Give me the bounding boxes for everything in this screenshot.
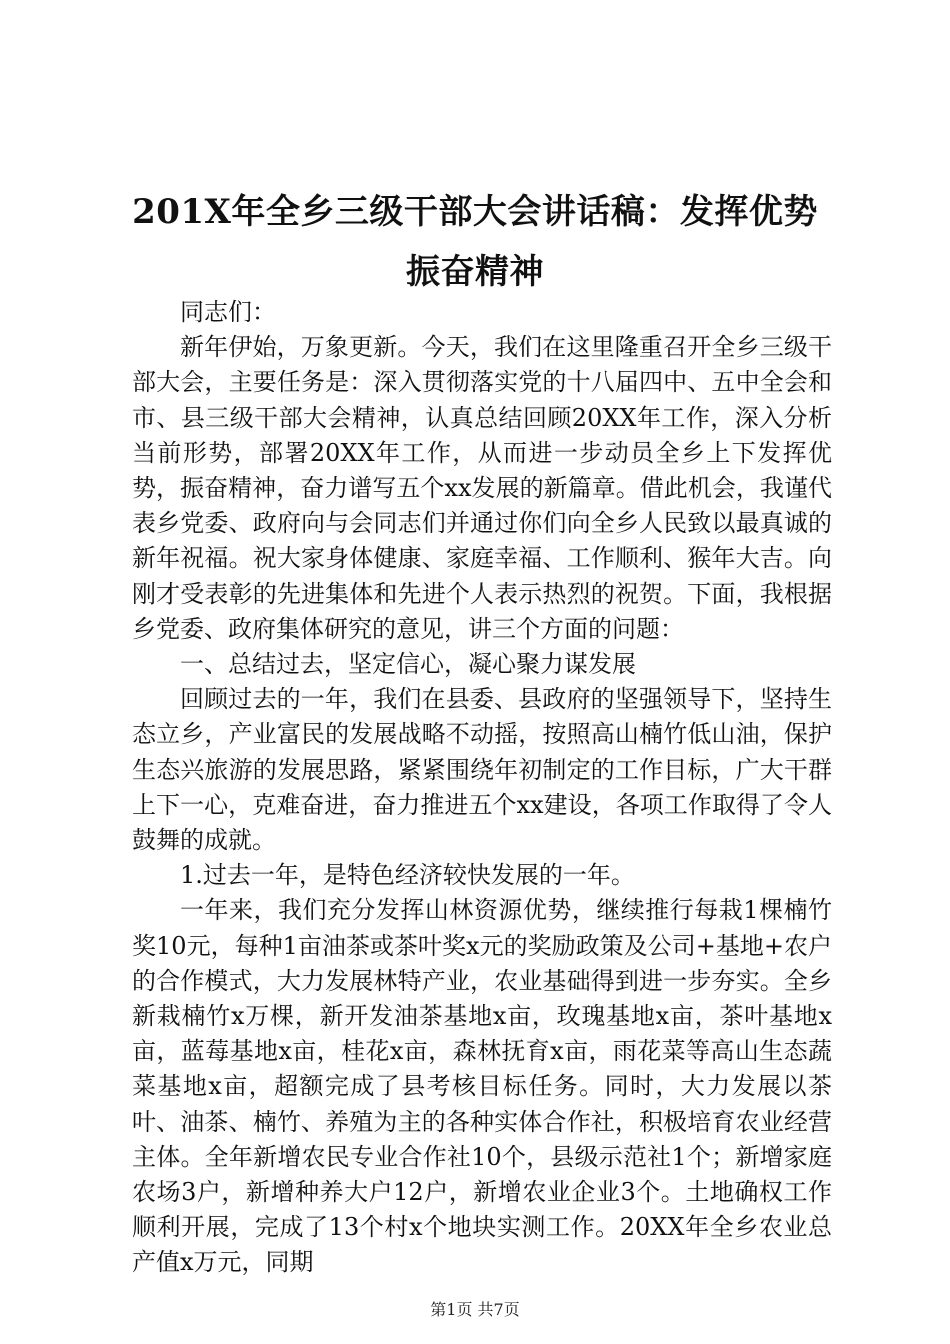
document-title-line-2: 振奋精神: [406, 252, 544, 292]
document-title-line-1: 201X年全乡三级干部大会讲话稿：发挥优势: [132, 192, 818, 232]
body-paragraph: 一年来，我们充分发挥山林资源优势，继续推行每栽1棵楠竹奖10元，每种1亩油茶或茶叶奖x元的奖励政策及公司+基地+农户的合作模式，大力发展林特产业，农业基础得到进一步夯实。全乡新栽楠竹x万棵，新开发油茶基地x亩，玫瑰基地x亩，茶叶基地x亩，蓝莓基地x亩，桂花x亩，森林抚育x亩，雨花菜等高山生态蔬菜基地x亩，超额完成了县考核目标任务。同时，大力发展以茶叶、油茶、楠竹、养殖为主的各种实体合作社，积极培育农业经营主体。全年新增农民专业合作社10个，县级示范社1个；新增家庭农场3户，新增种养大户12户，新增农业企业3个。土地确权工作顺利开展，完成了13个村x个地块实测工作。20XX年全乡农业总产值x万元，同期: [132, 896, 832, 1277]
document-body: [132, 295, 832, 1281]
section-heading: 一、总结过去，坚定信心，凝心聚力谋发展: [180, 650, 636, 679]
salutation: 同志们：: [180, 298, 276, 326]
page-footer: 第1页 共7页: [430, 1300, 520, 1319]
subsection-heading: 1.过去一年，是特色经济较快发展的一年。: [180, 861, 635, 890]
body-paragraph: 新年伊始，万象更新。今天，我们在这里隆重召开全乡三级干部大会，主要任务是：深入贯彻落实党的十八届四中、五中全会和市、县三级干部大会精神，认真总结回顾20XX年工作，深入分析当前形势，部署20XX年工作，从而进一步动员全乡上下发挥优势，振奋精神，奋力谱写五个xx发展的新篇章。借此机会，我谨代表乡党委、政府向与会同志们并通过你们向全乡人民致以最真诚的新年祝福。祝大家身体健康、家庭幸福、工作顺利、猴年大吉。向刚才受表彰的先进集体和先进个人表示热烈的祝贺。下面，我根据乡党委、政府集体研究的意见，讲三个方面的问题：: [132, 333, 832, 643]
body-paragraph: 回顾过去的一年，我们在县委、县政府的坚强领导下，坚持生态立乡，产业富民的发展战略不动摇，按照高山楠竹低山油，保护生态兴旅游的发展思路，紧紧围绕年初制定的工作目标，广大干群上下一心，克难奋进，奋力推进五个xx建设，各项工作取得了令人鼓舞的成就。: [132, 685, 832, 855]
